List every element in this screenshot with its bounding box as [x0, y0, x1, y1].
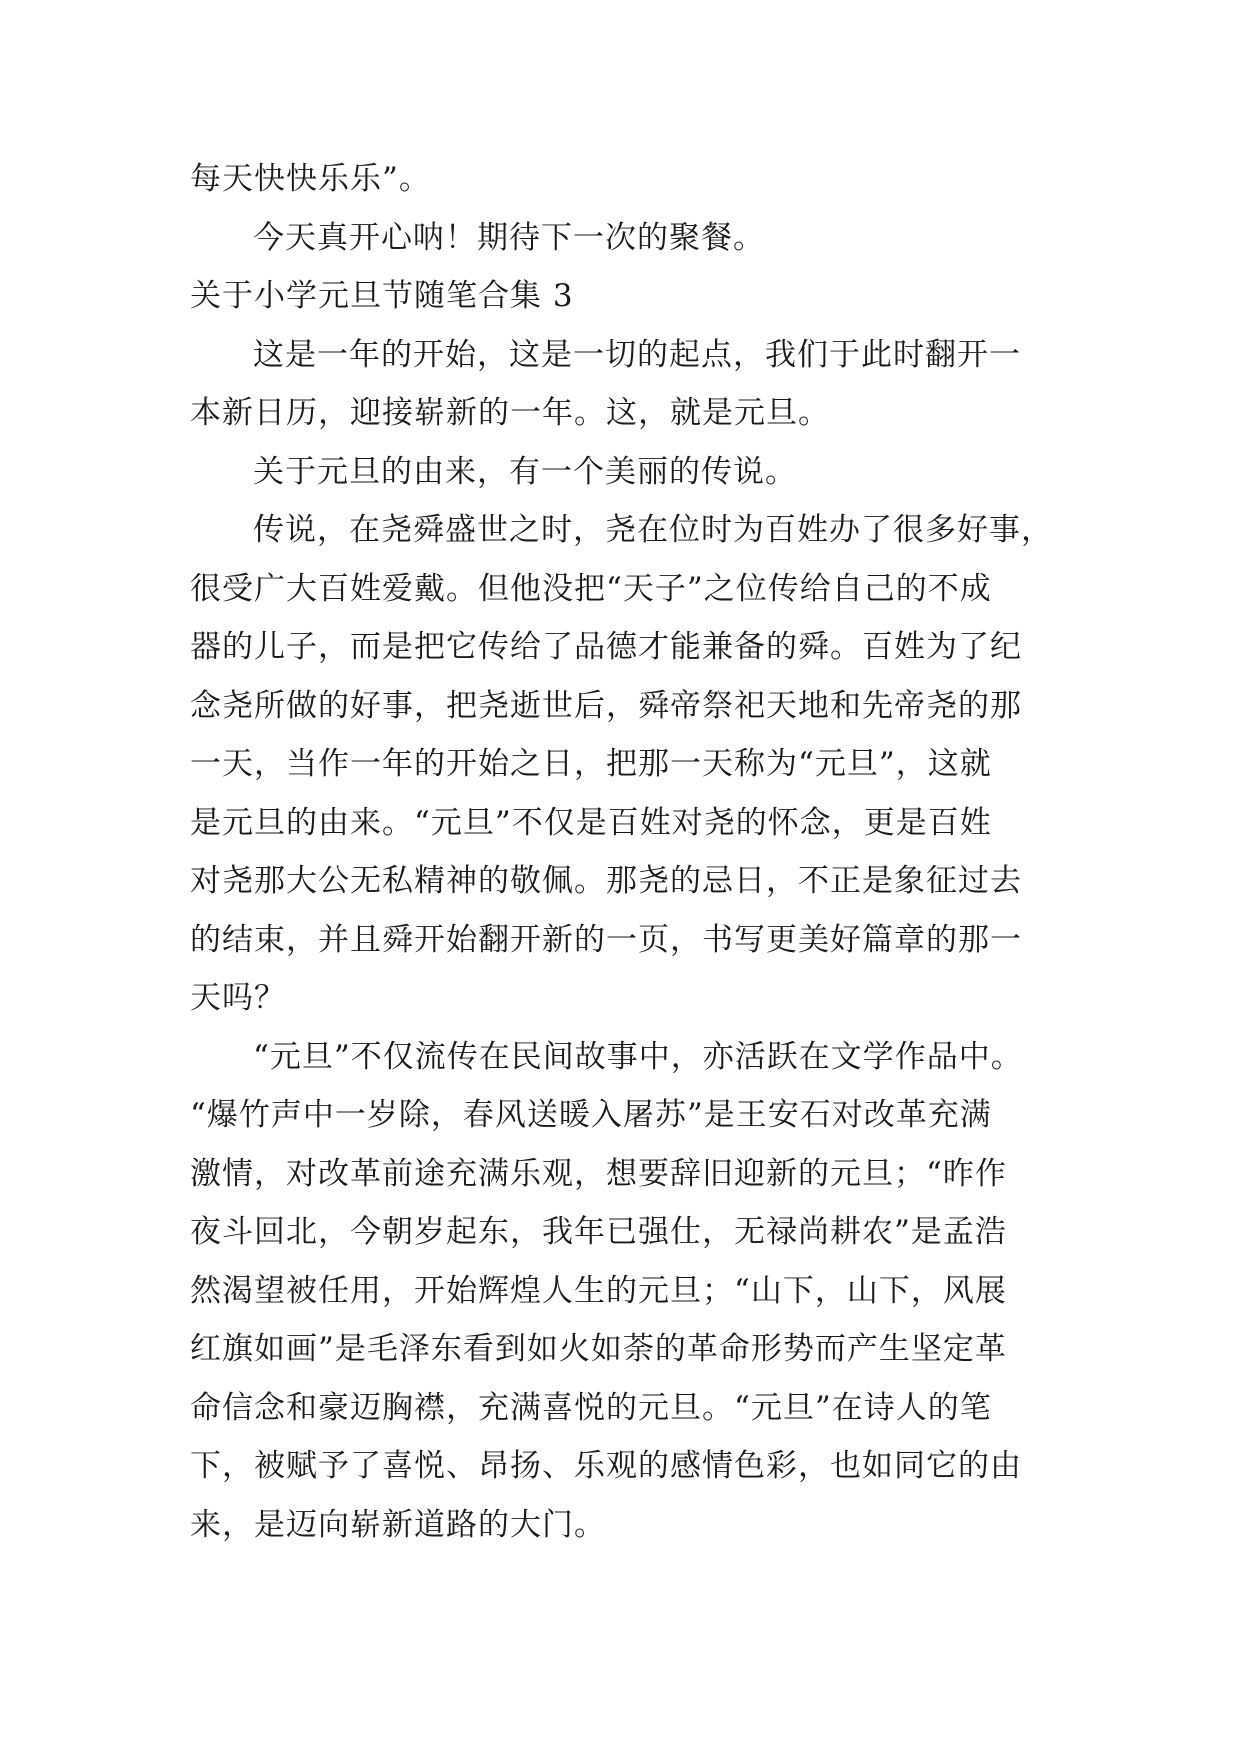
text-line: 很受广大百姓爱戴。但他没把“天子”之位传给自己的不成: [190, 570, 992, 607]
text-line: 对尧那大公无私精神的敬佩。那尧的忌日，不正是象征过去: [190, 863, 1022, 899]
text-line: 一天，当作一年的开始之日，把那一天称为“元旦”，这就: [190, 746, 992, 782]
text-line: 传说，在尧舜盛世之时，尧在位时为百姓办了很多好事，: [253, 512, 1053, 548]
text-line: 命信念和豪迈胸襟，充满喜悦的元旦。“元旦”在诗人的笔: [190, 1389, 992, 1426]
paragraph-6: [190, 1028, 1050, 1555]
text-line: 然渴望被任用，开始辉煌人生的元旦；“山下，山下，风展: [190, 1272, 1007, 1309]
text-line: “爆竹声中一岁除，春风送暖入屠苏”是王安石对改革充满: [190, 1097, 992, 1133]
document-body: [190, 150, 1053, 1554]
text-line: 红旗如画”是毛泽东看到如火如荼的革命形势而产生坚定革: [190, 1331, 1007, 1367]
text-line: 本新日历，迎接崭新的一年。这，就是元旦。: [190, 395, 830, 431]
text-line: 念尧所做的好事，把尧逝世后，舜帝祭祀天地和先帝尧的那: [190, 687, 1022, 724]
text-line: 激情，对改革前途充满乐观，想要辞旧迎新的元旦；“昨作: [190, 1155, 1007, 1192]
paragraph-3: [190, 326, 1050, 443]
text-line: 器的儿子，而是把它传给了品德才能兼备的舜。百姓为了纪: [190, 629, 1022, 665]
paragraph-5: [190, 501, 1053, 1028]
text-line: 今天真开心呐！期待下一次的聚餐。: [253, 219, 765, 256]
text-line: 是元旦的由来。“元旦”不仅是百姓对尧的怀念，更是百姓: [190, 804, 992, 841]
paragraph-4: [190, 443, 1050, 502]
section-heading: [190, 267, 1050, 326]
text-line: 的结束，并且舜开始翻开新的一页，书写更美好篇章的那一: [190, 921, 1022, 958]
heading-text: 关于小学元旦节随笔合集 3: [190, 278, 574, 314]
text-line: 这是一年的开始，这是一切的起点，我们于此时翻开一: [253, 336, 1021, 373]
text-line: 每天快快乐乐”。: [190, 161, 431, 197]
paragraph-1: [190, 150, 1050, 209]
paragraph-2: [190, 209, 1050, 268]
text-line: 夜斗回北，今朝岁起东，我年已强仕，无禄尚耕农”是孟浩: [190, 1214, 1007, 1250]
text-line: 天吗？: [190, 980, 286, 1016]
text-line: “元旦”不仅流传在民间故事中，亦活跃在文学作品中。: [253, 1038, 1023, 1075]
text-line: 来，是迈向崭新道路的大门。: [190, 1506, 606, 1543]
text-line: 下，被赋予了喜悦、昂扬、乐观的感情色彩，也如同它的由: [190, 1448, 1022, 1484]
text-line: 关于元旦的由来，有一个美丽的传说。: [253, 453, 797, 490]
